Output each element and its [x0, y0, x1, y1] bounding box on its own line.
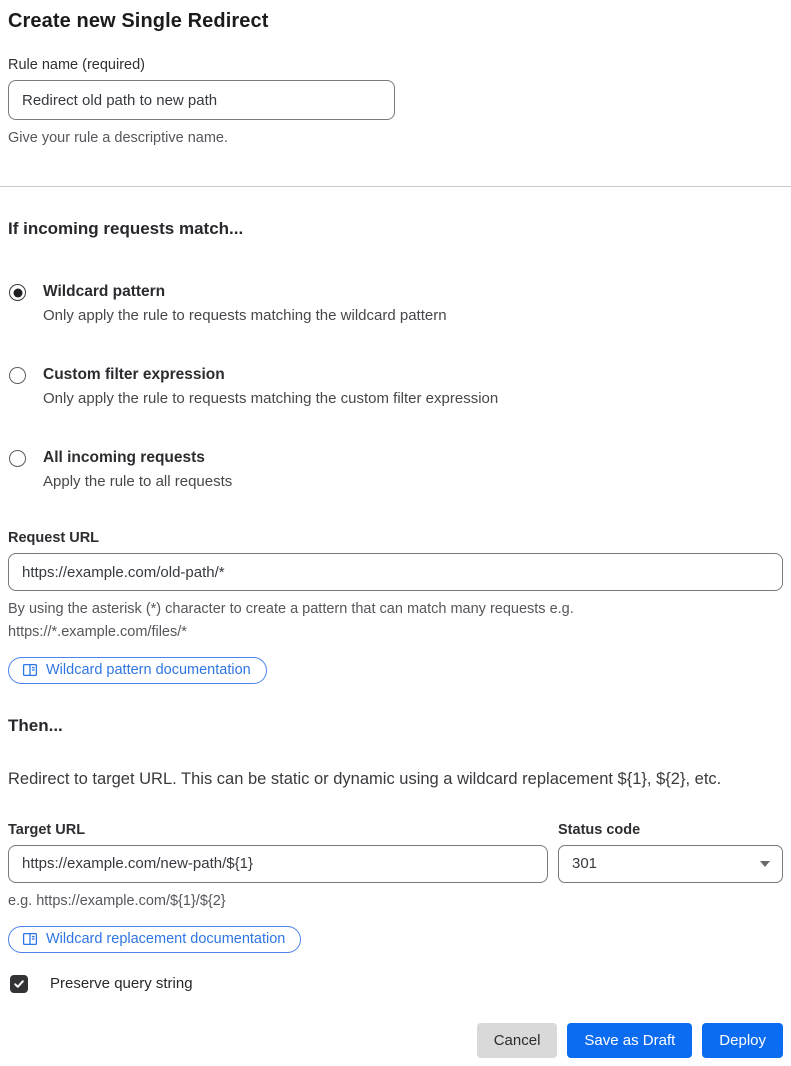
status-code-value: 301 — [572, 855, 598, 873]
target-url-help: e.g. https://example.com/${1}/${2} — [8, 892, 226, 909]
then-description: Redirect to target URL. This can be static or dynamic using a wildcard replacement ${1}, ${2}, etc. — [8, 770, 722, 789]
deploy-button[interactable]: Deploy — [702, 1023, 783, 1058]
target-url-label: Target URL — [8, 821, 86, 838]
radio-option-wildcard-pattern[interactable] — [8, 281, 783, 327]
save-as-draft-button[interactable]: Save as Draft — [567, 1023, 692, 1058]
rule-name-input[interactable] — [8, 80, 395, 120]
match-section-heading: If incoming requests match... — [8, 219, 244, 239]
chevron-down-icon — [760, 861, 770, 867]
cancel-button[interactable]: Cancel — [477, 1023, 558, 1058]
request-url-field — [8, 530, 783, 684]
match-type-radio-group — [8, 281, 783, 493]
request-url-help-line1: By using the asterisk (*) character to create a pattern that can match many requests e.g. — [8, 601, 574, 618]
radio-label: Wildcard pattern — [43, 283, 166, 301]
target-url-input[interactable] — [8, 845, 548, 883]
radio-description: Apply the rule to all requests — [43, 472, 233, 490]
section-divider — [0, 186, 791, 187]
checkbox-checked-icon[interactable] — [10, 975, 28, 993]
wildcard-pattern-documentation-button[interactable] — [8, 657, 267, 684]
preserve-query-string-option[interactable] — [10, 975, 783, 993]
radio-option-custom-filter-expression[interactable] — [8, 364, 783, 410]
status-code-select[interactable] — [558, 845, 783, 883]
request-url-help — [8, 598, 783, 644]
target-url-field — [8, 822, 548, 913]
radio-button-icon[interactable] — [9, 284, 26, 301]
request-url-input[interactable] — [8, 553, 783, 591]
radio-button-icon[interactable] — [9, 450, 26, 467]
rule-name-label: Rule name (required) — [8, 57, 146, 73]
radio-description: Only apply the rule to requests matching the wildcard pattern — [43, 306, 447, 324]
preserve-query-string-label: Preserve query string — [50, 975, 193, 993]
book-icon — [22, 931, 38, 947]
rule-name-field — [8, 57, 783, 150]
request-url-help-line2: https://*.example.com/files/* — [8, 624, 187, 641]
doc-pill-label: Wildcard replacement documentation — [46, 930, 286, 947]
rule-name-help: Give your rule a descriptive name. — [8, 130, 229, 146]
wildcard-replacement-documentation-button[interactable] — [8, 926, 301, 953]
radio-description: Only apply the rule to requests matching the custom filter expression — [43, 389, 499, 407]
radio-label: All incoming requests — [43, 449, 205, 467]
doc-pill-label: Wildcard pattern documentation — [46, 662, 251, 679]
then-section-heading: Then... — [8, 716, 63, 736]
form-actions — [8, 1023, 783, 1058]
radio-label: Custom filter expression — [43, 366, 225, 384]
page-title: Create new Single Redirect — [8, 10, 269, 32]
radio-option-all-incoming-requests[interactable] — [8, 447, 783, 493]
request-url-label: Request URL — [8, 530, 100, 547]
status-code-field — [558, 822, 783, 913]
status-code-label: Status code — [558, 821, 641, 838]
radio-button-icon[interactable] — [9, 367, 26, 384]
book-icon — [22, 662, 38, 678]
